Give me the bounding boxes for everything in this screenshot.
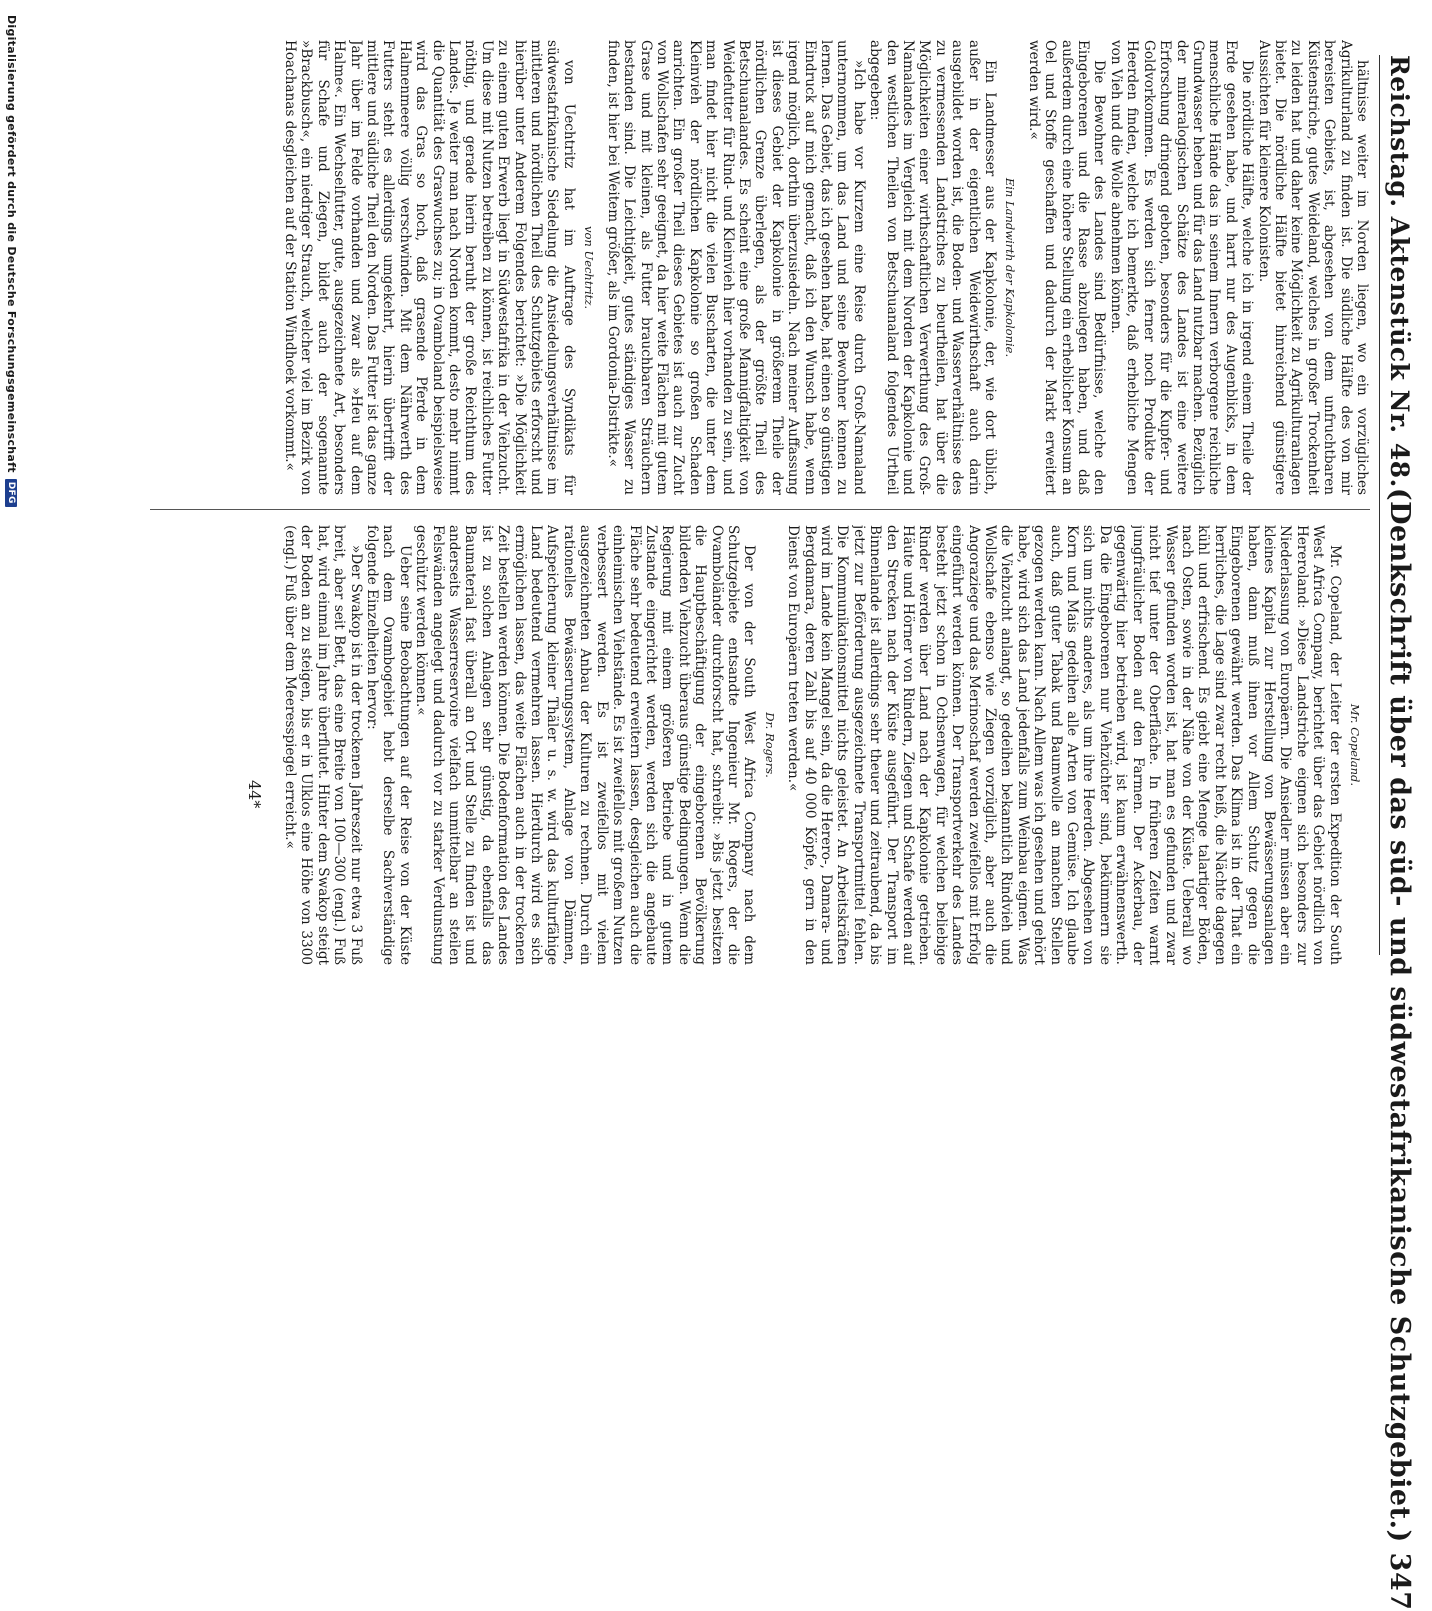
page-signature: 44* xyxy=(245,780,264,809)
header-left-title: Reichstag. Aktenstück Nr. 48. xyxy=(1385,55,1415,488)
paragraph: Ueber seine Beobachtungen auf der Reise von der Küste nach dem Ovambogebiet hebt derselbe Sachverständige folgende Einzelheiten hervor: xyxy=(364,525,413,965)
paragraph: Die nördliche Hälfte, welche ich in irgend einem Theile der Erde gesehen habe, und harrt nur des Augenblicks, in dem menschliche Hände das in seinem Innern verborgene reichliche Grundwasser heben und für das Land nutzbar machen. Bezüglich der mineralogischen Schätze des Landes ist eine weitere Erforschung dringend geboten, besonders für die Kupfer- und Goldvorkommen. Es werden sich ferner noch Produkte der Heerden finden, welche ich bemerkte, daß erhebliche Mengen von Vieh und die Wolle abnehmen können. xyxy=(1107,40,1256,495)
section-heading: Mr. Copeland. xyxy=(1348,703,1362,787)
paragraph: von Uechtritz hat im Auftrage des Syndikats für südwestafrikanische Siedelung die Ansiedelungsverhältnisse im mittleren und nördlichen Theil des Schutzgebiets erforscht und hierüber unter Anderem Folgendes berichtet: »Die Möglichkeit zu einem guten Erwerb liegt in Südwestafrika in der Viehzucht. Um diese mit Nutzen betreiben zu können, ist reichliches Futter nöthig, und gerade hierin beruht der große Reichthum des Landes. Je weiter man nach Norden kommt, desto mehr nimmt die Quantität des Graswuchses zu; in Ovamboland beispielsweise wird das Gras so hoch, daß grasende Pferde in dem Halmenmeere völlig verschwinden. Mit dem Nährwerth des Futters steht es allerdings umgekehrt, hierin übertrifft der mittlere und südliche Theil den Norden. Das Futter ist das ganze Jahr über im Felde vorhanden und zwar als »Heu auf dem Halme«. Ein Wechselfutter, gute, ausgezeichnete Art, besonders für Schafe und Ziegen, bildet auch der sogenannte »Brackbusch«, ein niedriger Strauch, welcher viel im Bezirk von Hoachanas desgleichen auf der Station Windhoek vorkommt.« xyxy=(282,40,577,495)
dfg-logo-icon: DFG xyxy=(6,479,18,507)
paragraph: Der von der South West Africa Company nach dem Schutzgebiete entsandte Ingenieur Mr. Rogers, der die Ovamboländer durchforscht hat, schreibt: »Bis jetzt besitzen die Hauptbeschäftigung der eingeborenen Bevölkerung bildenden Viehzucht überaus günstige Bedingungen. Wenn die Regierung mit einem größeren Betriebe und in gutem Zustande eingerichtet werden, werden sich die angebaute Fläche sehr bedeutend erweitern lassen, desgleichen auch die einheimischen Viehstände. Es ist zweifellos mit großem Nutzen verbessert werden. Es ist zweifellos mit vielem ausgezeichneten Anbau der Kulturen zu rechnen. Durch ein rationelles Bewässerungssystem, Anlage von Dämmen, Aufspeicherung kleiner Thäler u. s. w. wird das kulturfähige Land bedeutend vermehren lassen. Hierdurch wird es sich ermöglichen lassen, das weite Flächen auch in der trockenen Zeit bestellen werden können. Die Bodenformation des Landes ist zu solchen Anlagen sehr günstig, da ebenfalls das Baumaterial fast überall an Ort und Stelle zu finden ist und anderseits Wasserreservoire vielfach unmittelbar an steilen Felswänden angelegt und dadurch vor zu starker Verdunstung geschützt werden können.« xyxy=(413,525,758,965)
left-column xyxy=(150,40,1370,495)
paragraph: Mr. Copeland, der Leiter der ersten Expedition der South West Africa Company, berichtet über das Gebiet nördlich von Hereroland: »Diese Landstriche eignen sich besonders zur Niederlassung von Europäern. Die Ansiedler müssen aber ein kleines Kapital zur Herstellung von Bewässerungsanlagen haben, dann muß ihnen vor Allem Schutz gegen die Eingeborenen gewährt werden. Das Klima ist in der That ein herrliches, die Lage sind zwar recht heiß, die Nächte dagegen kühl und erfrischend. Es giebt eine Menge talartiger Böden, nach Osten, sowie in der Nähe von der Küste. Ueberall wo Wasser gefunden worden ist, hat man es gefunden und zwar nicht tief unter der Oberfläche. In früheren Zeiten warnt jungfräulicher Boden auf den Farmen. Der Ackerbau, der gegenwärtig hier betrieben wird, ist kaum erwähnenswerth. Da die Eingeborenen nur Viehzüchter sind, bekümmern sie sich um nichts anderes, als um ihre Heerden. Abgesehen von Korn und Mais gedeihen alle Arten von Gemüse. Ich glaube auch, daß guter Tabak und Baumwolle an manchen Stellen gezogen werden kann. Nach Allem was ich gesehen und gehört habe, wird sich das Land jedenfalls zum Weinbau eignen. Was die Viehzucht anlangt, so gedeihen bekanntlich Rindvieh und Wollschafe ebenso wie Ziegen vorzüglich, aber auch die Angoraziege und das Merinoschaf werden zweifellos mit Erfolg eingeführt werden können. Der Transportverkehr des Landes besteht jetzt schon in Ochsenwagen, für welchen beliebige Rinder werden über Land nach der Kapkolonie getrieben. Häute und Hörner von Rindern, Ziegen und Schafe werden auf den Strecken nach der Küste ausgeführt. Der Transport im Binnenlande ist allerdings sehr theuer und zeitraubend, da bis jetzt zur Beförderung ausgezeichnete Transportmittel fehlen. Die Kommunikationsmittel nichts geleistet. An Arbeitskräften wird im Lande kein Mangel sein, da die Herero-, Damara- und Bergdamara, deren Zahl bis auf 40 000 Köpfe, gern in den Dienst von Europäern treten werden.« xyxy=(785,525,1343,965)
right-column xyxy=(150,525,1370,965)
section-heading: Dr. Rogers. xyxy=(762,712,777,778)
digitization-note xyxy=(5,15,18,507)
section-heading: Ein Landwirth der Kapkolonie. xyxy=(1003,177,1018,358)
paragraph: »Ich habe vor Kurzem eine Reise durch Groß-Namaland unternommen, um das Land und seine Bewohner kennen zu lernen. Das Gebiet, das ich gesehen habe, hat einen so günstigen Eindruck auf mich gemacht, daß ich den Wunsch habe, wenn irgend möglich, dorthin überzusiedeln. Nach meiner Auffassung ist dieses Gebiet der Kapkolonie in größerem Theile der nördlichen Grenze überlegen, als der größte Theil des Betschuanalandes. Es scheint eine große Mannigfaltigkeit von Weidefutter für Rind- und Kleinvieh hier vorhanden zu sein, und man findet hier nicht die vielen Buscharten, die unter dem Kleinvieh der nördlichen Kapkolonie so großen Schaden anrichten. Ein großer Theil dieses Gebietes ist auch zur Zucht von Wollschafen sehr geeignet, da hier weite Flächen mit gutem Grase und mit kleinen, als Futter brauchbaren Sträuchern bestanden sind. Die Leichtigkeit, gutes ständiges Wasser zu finden, ist hier bei Weitem größer, als im Gordonia-Distrikte.« xyxy=(604,40,867,495)
paragraph: Ein Landmesser aus der Kapkolonie, der, wie dort üblich, außer in der eigentlichen Weidewirthschaft auch darin ausgebildet worden ist, die Boden- und Wasserverhältnisse des zu vermessenden Landstriches zu beurtheilen, hat über die Möglichkeiten einer wirthschaftlichen Verwerthung des Groß-Namalandes im Vergleich mit dem Norden der Kapkolonie und den westlichen Theilen von Betschuanaland folgendes Urtheil abgegeben: xyxy=(867,40,999,495)
section-heading: von Uechtritz. xyxy=(582,226,597,309)
column-divider xyxy=(150,509,1370,510)
paragraph: Die Bewohner des Landes sind Bedürfnisse, welche den Eingeborenen und die Rasse abzulegen haben, und daß außerdem durch eine höhere Stellung ein erheblicher Konsum an Oel und Stoffe geschaffen und dadurch der Markt erweitert werden wird.« xyxy=(1025,40,1108,495)
page-header xyxy=(1379,55,1420,1611)
header-right-title: (Denkschrift über das süd- und südwestafrikanische Schutzgebiet.) 347 xyxy=(1384,487,1416,1611)
paragraph: »Der Swakop ist in der trockenen Jahreszeit nur etwa 3 Fuß breit, aber seit Bett, das eine Breite von 100—300 (engl.) Fuß hat, wird einmal im Jahre überflutet. Hinter dem Swakop steigt der Boden an zu steigen, bis er in Ulklos eine Höhe von 3300 (engl.) Fuß über dem Meeresspiegel erreicht.« xyxy=(282,525,364,965)
paragraph: hältnisse weiter im Norden liegen, wo ein vorzügliches Agrikulturland zu finden ist. Die südliche Hälfte des von mir bereisten Gebiets, ist, abgesehen von dem unfruchtbaren Küstenstriche, gutes Weideland, welches in großer Trockenheit zu leiden hat und daher keine Möglichkeit zu Agrikulturanlagen bietet. Die nördliche Hälfte bietet hinreichend günstigere Aussichten für kleinere Kolonisten. xyxy=(1255,40,1370,495)
digitization-text: Digitalisierung gefördert durch die Deutsche Forschungsgemeinschaft xyxy=(5,15,18,473)
